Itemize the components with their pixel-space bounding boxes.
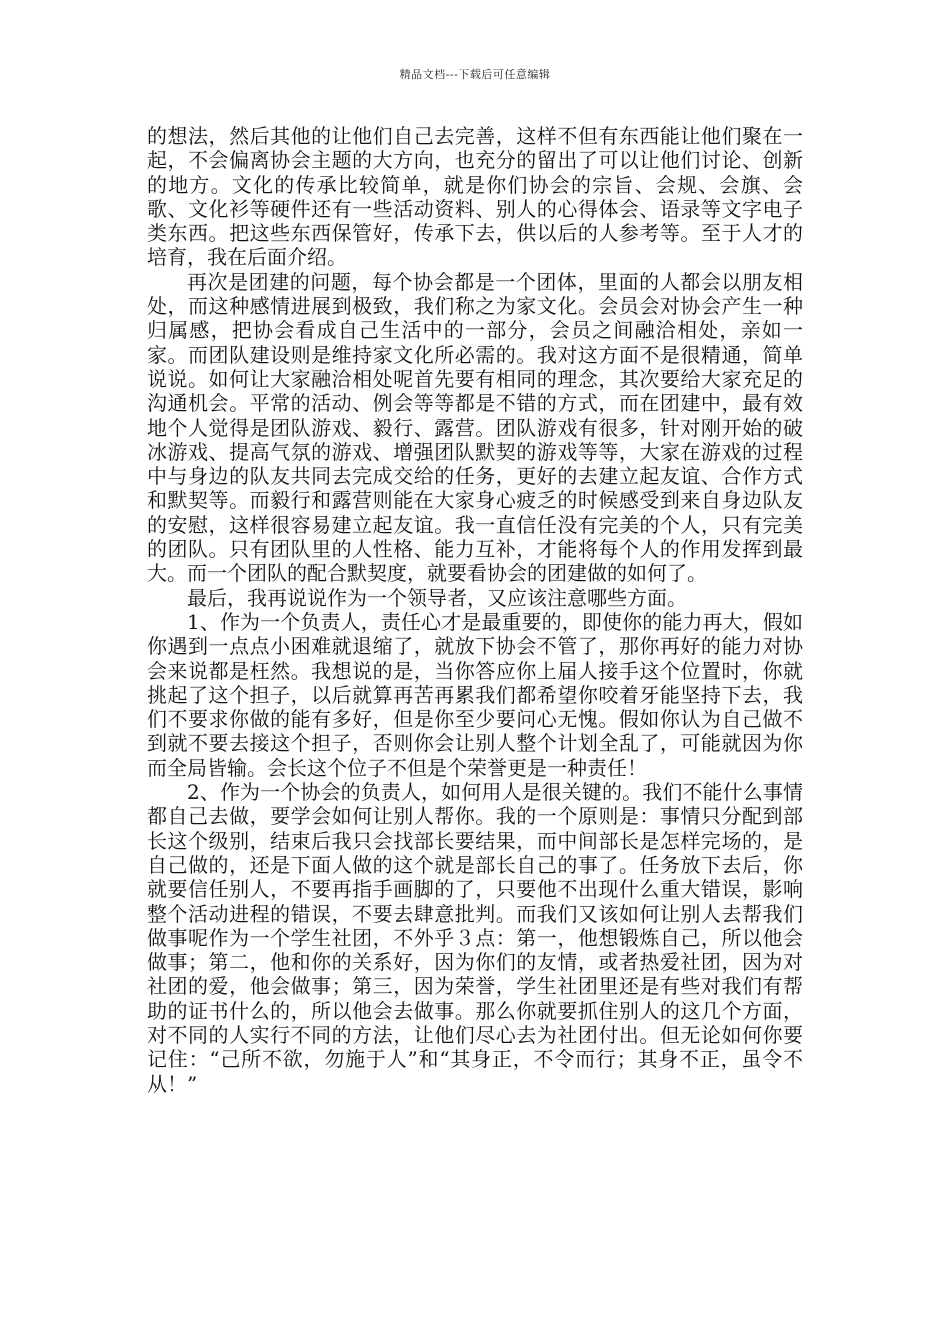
page-header: 精品文档---下载后可任意编辑 xyxy=(399,68,551,81)
document-body xyxy=(147,124,803,1096)
paragraph-delegation: 2、作为一个协会的负责人，如何用人是很关键的。我们不能什么事情都自己去做，要学会如何让别人帮你。我的一个原则是：事情只分配到部长这个级别，结束后我只会找部长要结果，而中间部长是怎样完场的，是自己做的，还是下面人做的这个就是部长自己的事了。任务放下去后，你就要信任别人，不要再指手画脚的了，只要他不出现什么重大错误，影响整个活动进程的错误，不要去肆意批判。而我们又该如何让别人去帮我们做事呢作为一个学生社团，不外乎３点：第一，他想锻炼自己，所以他会做事；第二，他和你的关系好，因为你们的友情，或者热爱社团，因为对社团的爱，他会做事；第三，因为荣誉，学生社团里还是有些对我们有帮助的证书什么的，所以他会去做事。那么你就要抓住别人的这几个方面，对不同的人实行不同的方法，让他们尽心去为社团付出。但无论如何你要记住：“己所不欲，勿施于人”和“其身正，不令而行；其身不正，虽令不从！” xyxy=(147,780,803,1096)
paragraph-responsibility: 1、作为一个负责人，责任心才是最重要的，即使你的能力再大，假如你遇到一点点小困难就退缩了，就放下协会不管了，那你再好的能力对协会来说都是枉然。我想说的是，当你答应你上届人接手这个位置时，你就挑起了这个担子，以后就算再苦再累我们都希望你咬着牙能坚持下去，我们不要求你做的能有多好，但是你至少要问心无愧。假如你认为自己做不到就不要去接这个担子，否则你会让别人整个计划全乱了，可能就因为你而全局皆输。会长这个位子不但是个荣誉更是一种责任！ xyxy=(147,609,803,780)
paragraph-team-building: 再次是团建的问题，每个协会都是一个团体，里面的人都会以朋友相处，而这种感情进展到极致，我们称之为家文化。会员会对协会产生一种归属感，把协会看成自己生活中的一部分，会员之间融洽相处，亲如一家。而团队建设则是维持家文化所必需的。我对这方面不是很精通，简单说说。如何让大家融洽相处呢首先要有相同的理念，其次要给大家充足的沟通机会。平常的活动、例会等等都是不错的方式，而在团建中，最有效地个人觉得是团队游戏、毅行、露营。团队游戏有很多，针对刚开始的破冰游戏、提高气氛的游戏、增强团队默契的游戏等等，大家在游戏的过程中与身边的队友共同去完成交给的任务，更好的去建立起友谊、合作方式和默契等。而毅行和露营则能在大家身心疲乏的时候感受到来自身边队友的安慰，这样很容易建立起友谊。我一直信任没有完美的个人，只有完美的团队。只有团队里的人性格、能力互补，才能将每个人的作用发挥到最大。而一个团队的配合默契度，就要看协会的团建做的如何了。 xyxy=(147,269,803,586)
paragraph-leader-intro: 最后，我再说说作为一个领导者，又应该注意哪些方面。 xyxy=(187,585,687,610)
paragraph-culture: 的想法，然后其他的让他们自己去完善，这样不但有东西能让他们聚在一起，不会偏离协会主题的大方向，也充分的留出了可以让他们讨论、创新的地方。文化的传承比较简单，就是你们协会的宗旨、会规、会旗、会歌、文化衫等硬件还有一些活动资料、别人的心得体会、语录等文字电子类东西。把这些东西保管好，传承下去，供以后的人参考等。至于人才的培育，我在后面介绍。 xyxy=(147,124,803,270)
